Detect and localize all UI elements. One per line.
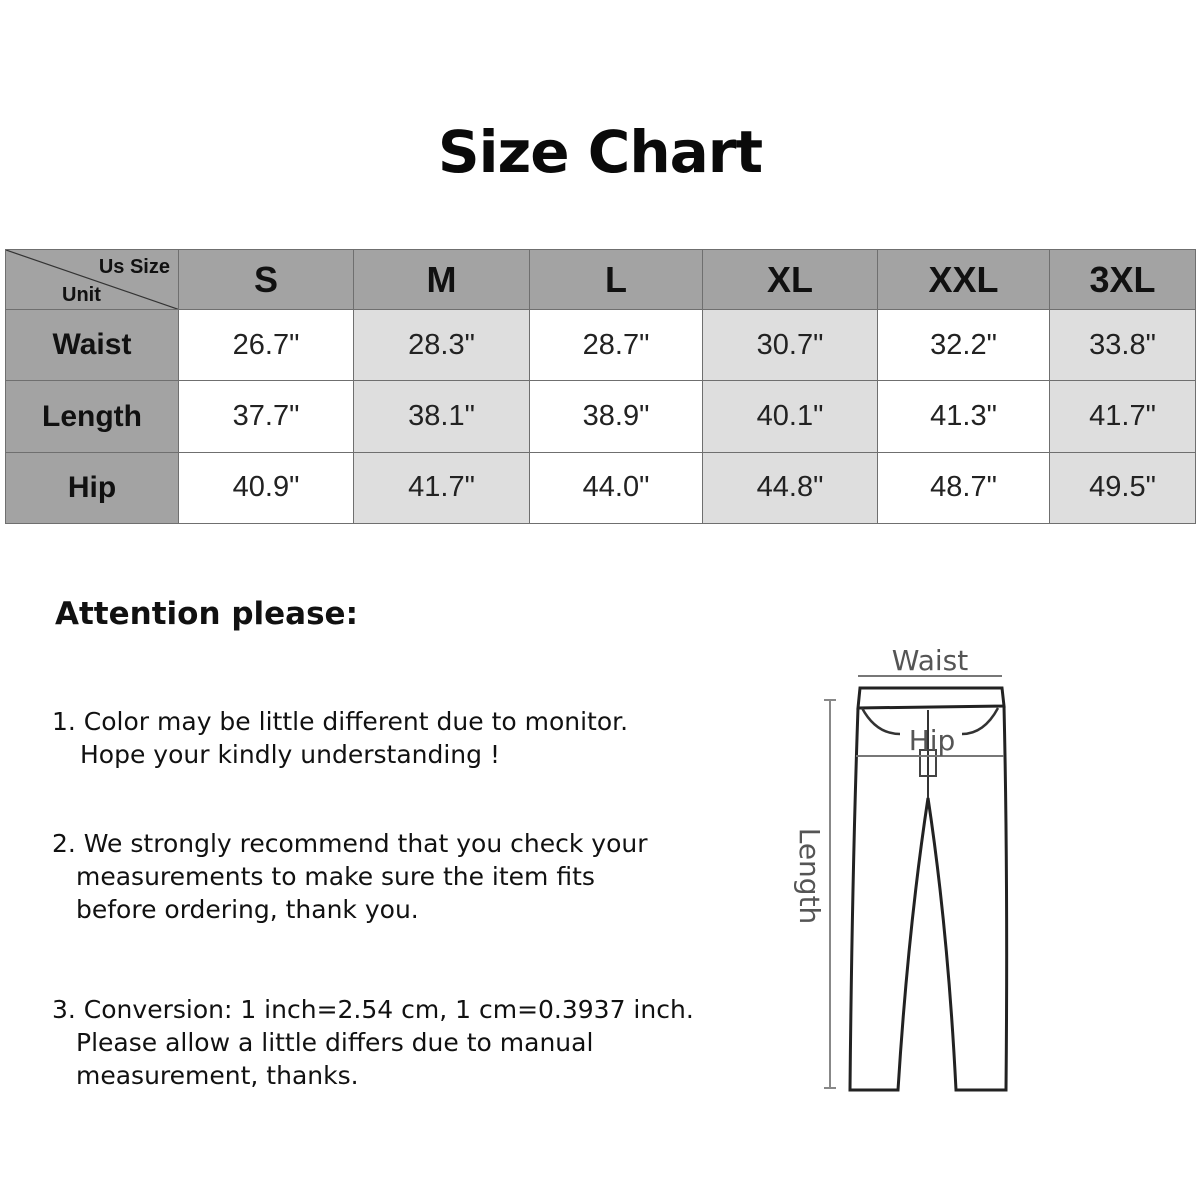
pants-waistband — [858, 688, 1004, 708]
pants-measurement-diagram — [780, 630, 1040, 1110]
table-row-waist — [6, 310, 1196, 381]
note-line: 2. We strongly recommend that you check your — [52, 829, 648, 858]
table-row-hip — [6, 452, 1196, 523]
table-cell: 40.1" — [703, 381, 878, 452]
pants-illustration — [780, 630, 1040, 1110]
row-label-waist: Waist — [6, 310, 179, 381]
corner-unit-label: Unit — [62, 284, 101, 307]
size-header-l: L — [530, 250, 703, 310]
size-header-m: M — [354, 250, 530, 310]
size-header-3xl: 3XL — [1050, 250, 1196, 310]
table-cell: 26.7" — [179, 310, 354, 381]
row-label-hip: Hip — [6, 452, 179, 523]
table-cell: 37.7" — [179, 381, 354, 452]
table-cell: 38.9" — [530, 381, 703, 452]
row-label-length: Length — [6, 381, 179, 452]
table-header-row — [6, 250, 1196, 310]
table-corner-cell — [6, 250, 179, 310]
page-title: Size Chart — [437, 118, 763, 186]
note-line: 1. Color may be little different due to monitor. — [52, 707, 629, 736]
table-cell: 44.8" — [703, 452, 878, 523]
size-header-s: S — [179, 250, 354, 310]
table-cell: 33.8" — [1050, 310, 1196, 381]
note-measurements — [52, 827, 647, 926]
right-pocket — [962, 708, 998, 734]
table-row-length — [6, 381, 1196, 452]
table-cell: 32.2" — [878, 310, 1050, 381]
table-cell: 48.7" — [878, 452, 1050, 523]
size-header-xxl: XXL — [878, 250, 1050, 310]
note-line: Please allow a little differs due to manual — [76, 1028, 594, 1057]
table-cell: 41.7" — [1050, 381, 1196, 452]
note-line: Hope your kindly understanding ! — [80, 740, 500, 769]
size-header-xl: XL — [703, 250, 878, 310]
table-cell: 30.7" — [703, 310, 878, 381]
table-cell: 40.9" — [179, 452, 354, 523]
left-pocket — [862, 708, 900, 734]
corner-us-size-label: Us Size — [98, 256, 170, 278]
hip-label: Hip — [908, 724, 956, 757]
note-line: measurement, thanks. — [76, 1061, 359, 1090]
note-line: before ordering, thank you. — [76, 895, 419, 924]
table-cell: 28.3" — [354, 310, 530, 381]
waist-label: Waist — [891, 644, 969, 677]
table-cell: 38.1" — [354, 381, 530, 452]
note-color — [52, 705, 628, 771]
table-cell: 49.5" — [1050, 452, 1196, 523]
note-conversion — [52, 993, 694, 1092]
table-cell: 41.3" — [878, 381, 1050, 452]
table-cell: 28.7" — [530, 310, 703, 381]
attention-heading: Attention please: — [55, 596, 358, 632]
note-line: measurements to make sure the item fits — [76, 862, 595, 891]
note-line: 3. Conversion: 1 inch=2.54 cm, 1 cm=0.3937 inch. — [52, 995, 694, 1024]
length-label: Length — [793, 827, 826, 925]
table-cell: 41.7" — [354, 452, 530, 523]
size-table — [5, 249, 1196, 524]
table-cell: 44.0" — [530, 452, 703, 523]
